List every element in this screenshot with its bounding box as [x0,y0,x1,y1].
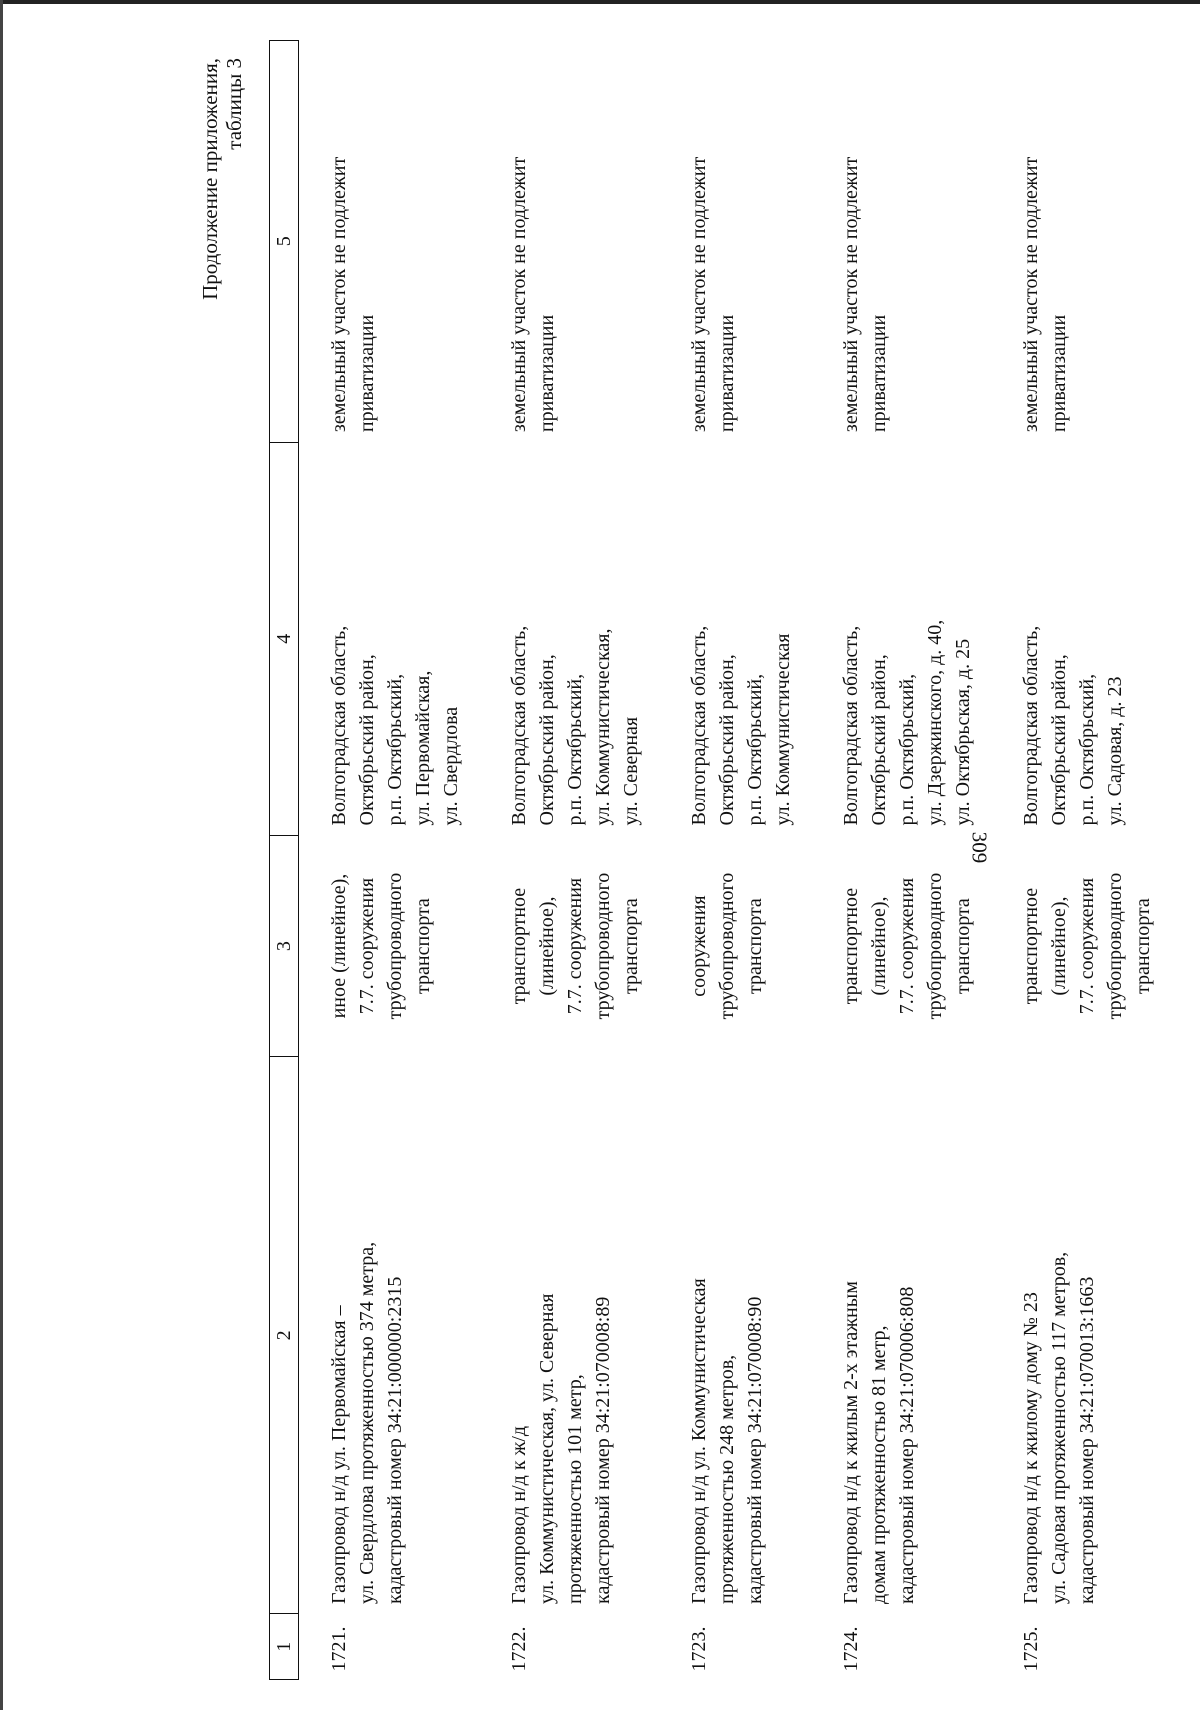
row-number: 1723. [688,1626,710,1672]
column-header-5: 5 [270,41,299,443]
table-caption [198,58,246,300]
row-number: 1724. [840,1626,862,1672]
column-header-1: 1 [270,1614,299,1680]
object-address: Волгоградская область, Октябрьский район, р.п. Октябрьский, ул. Первомайская, ул. Свердлова [328,625,462,826]
object-address: Волгоградская область, Октябрьский район, р.п. Октябрьский, ул. Дзержинского, д. 40, ул. Октябрьская, д. 25 [840,619,974,826]
permitted-use: транспортное (линейное), 7.7. сооружения трубопроводного транспорта [508,872,642,1020]
column-header-2: 2 [270,1057,299,1614]
rotated-document [190,30,1190,1680]
object-address: Волгоградская область, Октябрьский район, р.п. Октябрьский, ул. Коммунистическая, ул. Северная [508,625,642,826]
permitted-use: иное (линейное), 7.7. сооружения трубопроводного транспорта [328,872,434,1020]
permitted-use: сооружения трубопроводного транспорта [688,872,766,1020]
object-name: Газопровод н/д ул. Первомайская – ул. Свердлова протяженностью 374 метра, кадастровый номер 34:21:000000:2315 [328,1241,406,1604]
column-header-3: 3 [270,835,299,1056]
privatization-note: земельный участок не подлежит приватизации [508,156,558,433]
page-number: 309 [967,831,992,864]
object-name: Газопровод н/д к жилым 2-х этажным домам протяженностью 81 метр, кадастровый номер 34:21:070006:808 [840,1281,918,1604]
privatization-note: земельный участок не подлежит приватизации [840,156,890,433]
row-number: 1725. [1020,1626,1042,1672]
object-name: Газопровод н/д к ж/д ул. Коммунистическая, ул. Северная протяженностью 101 метр, кадастровый номер 34:21:070008:89 [508,1293,614,1604]
object-name: Газопровод н/д ул. Коммунистическая протяженностью 248 метров, кадастровый номер 34:21:070008:90 [688,1278,766,1604]
scan-edge-left [0,0,3,1710]
column-header-4: 4 [270,442,299,835]
caption-line-2: таблицы 3 [222,58,246,150]
caption-line-1: Продолжение приложения, [198,58,222,300]
table-row [299,41,480,1680]
scan-edge-top [0,0,1200,4]
permitted-use: транспортное (линейное), 7.7. сооружения трубопроводного транспорта [840,872,974,1020]
privatization-note: земельный участок не подлежит приватизации [688,156,738,433]
row-number: 1722. [508,1626,530,1672]
table-row [991,41,1171,1680]
table-row [659,41,811,1680]
table-row [479,41,659,1680]
permitted-use: транспортное (линейное), 7.7. сооружения трубопроводного транспорта [1020,872,1154,1020]
object-address: Волгоградская область, Октябрьский район, р.п. Октябрьский, ул. Садовая, д. 23 [1020,625,1126,826]
object-name: Газопровод н/д к жилому дому № 23 ул. Садовая протяженностью 117 метров, кадастровый номер 34:21:070013:1663 [1020,1251,1098,1604]
object-address: Волгоградская область, Октябрьский район, р.п. Октябрьский, ул. Коммунистическая [688,625,794,826]
privatization-note: земельный участок не подлежит приватизации [1020,156,1070,433]
row-number: 1721. [328,1626,350,1672]
privatization-note: земельный участок не подлежит приватизации [328,156,378,433]
property-table [270,40,1171,1680]
table-header-row [270,41,299,1680]
table-row [811,41,991,1680]
